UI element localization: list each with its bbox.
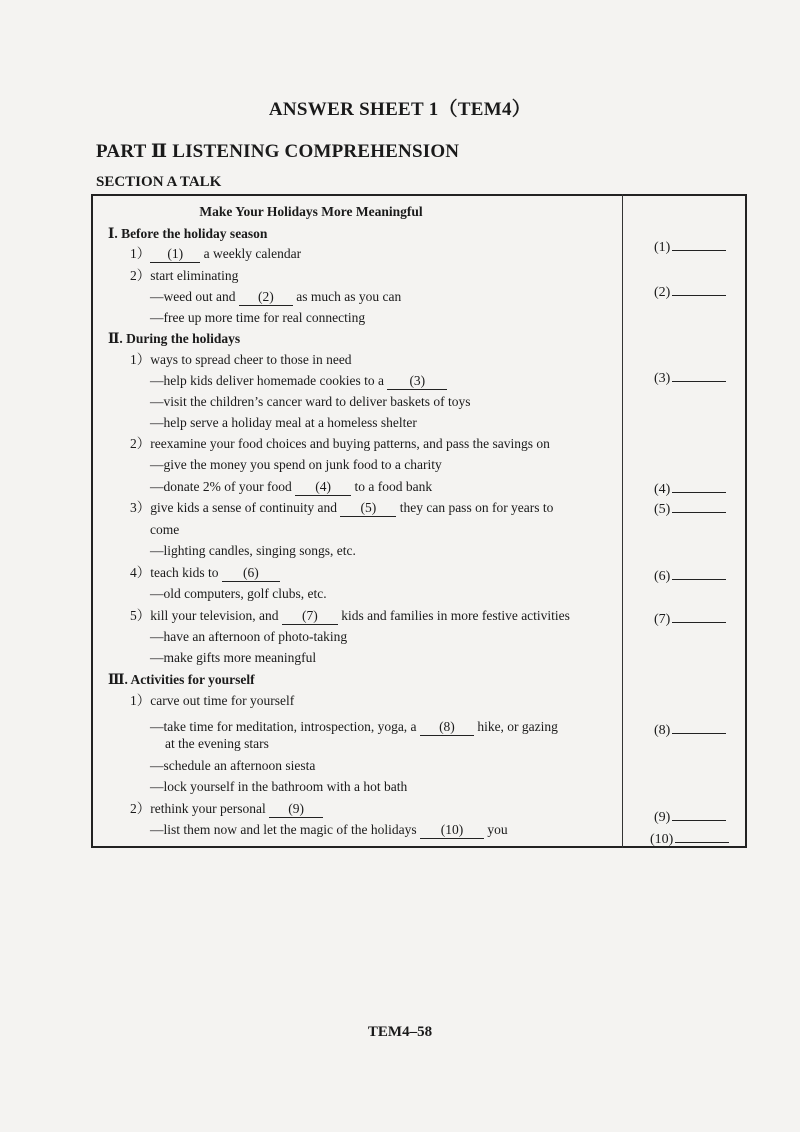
outline-line (150, 310, 365, 326)
answer-slot[interactable] (654, 238, 726, 256)
answer-underline[interactable] (675, 830, 729, 843)
outline-line (150, 650, 316, 666)
line-text: teach kids to (150, 565, 222, 580)
outline-line (150, 586, 327, 602)
item-number: 1） (130, 246, 151, 261)
line-text: as much as you can (292, 289, 402, 304)
page-footer: TEM4–58 (367, 1024, 433, 1040)
answer-label: (8) (654, 723, 671, 738)
line-text: —schedule an afternoon siesta (150, 758, 316, 773)
outline-line (130, 565, 280, 582)
answer-slot[interactable] (654, 369, 726, 387)
outline-line (150, 394, 471, 410)
answer-underline[interactable] (672, 500, 726, 513)
answer-label: (1) (654, 240, 671, 255)
answer-underline[interactable] (672, 480, 726, 493)
outline-line (130, 693, 294, 709)
item-number: 1） (130, 352, 151, 367)
line-text: to a food bank (351, 479, 433, 494)
fill-blank[interactable]: (5) (340, 500, 396, 517)
answer-label: (6) (654, 569, 671, 584)
line-text: kill your television, and (150, 608, 282, 623)
answer-underline[interactable] (672, 238, 726, 251)
answer-slot[interactable] (654, 567, 726, 585)
line-text: rethink your personal (150, 801, 270, 816)
answer-underline[interactable] (672, 610, 726, 623)
line-text: Ⅱ. During the holidays (108, 331, 241, 346)
line-text: —take time for meditation, introspection, yoga, a (150, 719, 420, 734)
line-text: —donate 2% of your food (150, 479, 296, 494)
outline-line (130, 246, 301, 263)
outline-line (130, 608, 570, 625)
answer-label: (3) (654, 371, 671, 386)
line-text: —help kids deliver homemade cookies to a (150, 373, 388, 388)
line-text: you (483, 822, 508, 837)
line-text: —free up more time for real connecting (150, 310, 366, 325)
answer-underline[interactable] (672, 721, 726, 734)
item-number: 2） (130, 436, 151, 451)
outline-line (130, 500, 553, 517)
line-text: —list them now and let the magic of the holidays (150, 822, 420, 837)
outline-line (150, 479, 432, 496)
answer-column-divider (622, 194, 623, 848)
outline-line (150, 373, 447, 390)
outline-line (150, 289, 401, 306)
item-number: 4） (130, 565, 151, 580)
answer-slot[interactable] (654, 808, 726, 826)
outline-line (150, 758, 315, 774)
outline-line (130, 268, 238, 284)
line-text: —old computers, golf clubs, etc. (150, 586, 327, 601)
answer-label: (2) (654, 285, 671, 300)
line-text: —give the money you spend on junk food to a charity (150, 457, 442, 472)
outline-line (150, 522, 179, 538)
outline-line (108, 226, 267, 242)
line-text: give kids a sense of continuity and (150, 500, 341, 515)
answer-underline[interactable] (672, 369, 726, 382)
fill-blank[interactable]: (6) (222, 565, 280, 582)
outline-line (150, 543, 356, 559)
answer-underline[interactable] (672, 283, 726, 296)
line-text: carve out time for yourself (150, 693, 295, 708)
answer-label: (5) (654, 502, 671, 517)
answer-label: (7) (654, 612, 671, 627)
answer-label: (9) (654, 810, 671, 825)
outline-line (130, 801, 323, 818)
outline-line (108, 331, 240, 347)
section-heading: SECTION A TALK (96, 174, 222, 190)
line-text: come (150, 522, 180, 537)
fill-blank[interactable]: (3) (387, 373, 447, 390)
answer-underline[interactable] (672, 567, 726, 580)
line-text: —lighting candles, singing songs, etc. (150, 543, 356, 558)
talk-heading: Make Your Holidays More Meaningful (199, 204, 423, 219)
fill-blank[interactable]: (7) (282, 608, 338, 625)
fill-blank[interactable]: (8) (420, 719, 474, 736)
line-text: hike, or gazing (473, 719, 558, 734)
outline-line (130, 352, 352, 368)
line-text: —help serve a holiday meal at a homeless shelter (150, 415, 417, 430)
line-text: —visit the children’s cancer ward to deliver baskets of toys (150, 394, 471, 409)
line-text: —lock yourself in the bathroom with a hot bath (150, 779, 408, 794)
fill-blank[interactable]: (1) (150, 246, 200, 263)
part-heading: PART Ⅱ LISTENING COMPREHENSION (96, 141, 460, 162)
outline-line (130, 436, 550, 452)
answer-slot[interactable] (654, 721, 726, 739)
answer-slot[interactable] (654, 283, 726, 301)
fill-blank[interactable]: (9) (269, 801, 323, 818)
outline-line (150, 415, 417, 431)
line-text: —have an afternoon of photo-taking (150, 629, 348, 644)
outline-line (150, 629, 347, 645)
fill-blank[interactable]: (4) (295, 479, 351, 496)
line-text: they can pass on for years to (396, 500, 554, 515)
outline-line (150, 822, 508, 839)
answer-label: (10) (650, 832, 674, 847)
line-text: start eliminating (150, 268, 239, 283)
line-text: Ⅲ. Activities for yourself (108, 672, 255, 687)
answer-underline[interactable] (672, 808, 726, 821)
answer-slot[interactable] (654, 500, 726, 518)
sheet-title: ANSWER SHEET 1（TEM4） (268, 99, 532, 120)
fill-blank[interactable]: (2) (239, 289, 293, 306)
line-text: kids and families in more festive activities (337, 608, 570, 623)
answer-slot[interactable] (650, 830, 729, 848)
line-text: at the evening stars (165, 736, 269, 751)
line-text: —weed out and (150, 289, 239, 304)
item-number: 2） (130, 268, 151, 283)
outline-line (150, 719, 558, 736)
item-number: 3） (130, 500, 151, 515)
item-number: 2） (130, 801, 151, 816)
line-text: ways to spread cheer to those in need (150, 352, 352, 367)
line-text: —make gifts more meaningful (150, 650, 317, 665)
answer-label: (4) (654, 482, 671, 497)
outline-line (108, 672, 255, 688)
line-text: reexamine your food choices and buying patterns, and pass the savings on (150, 436, 550, 451)
line-text: a weekly calendar (200, 246, 302, 261)
line-text: Ⅰ. Before the holiday season (108, 226, 268, 241)
item-number: 1） (130, 693, 151, 708)
answer-slot[interactable] (654, 610, 726, 628)
item-number: 5） (130, 608, 151, 623)
outline-line (150, 779, 407, 795)
outline-line (165, 736, 269, 752)
outline-line (150, 457, 442, 473)
fill-blank[interactable]: (10) (420, 822, 484, 839)
answer-slot[interactable] (654, 480, 726, 498)
